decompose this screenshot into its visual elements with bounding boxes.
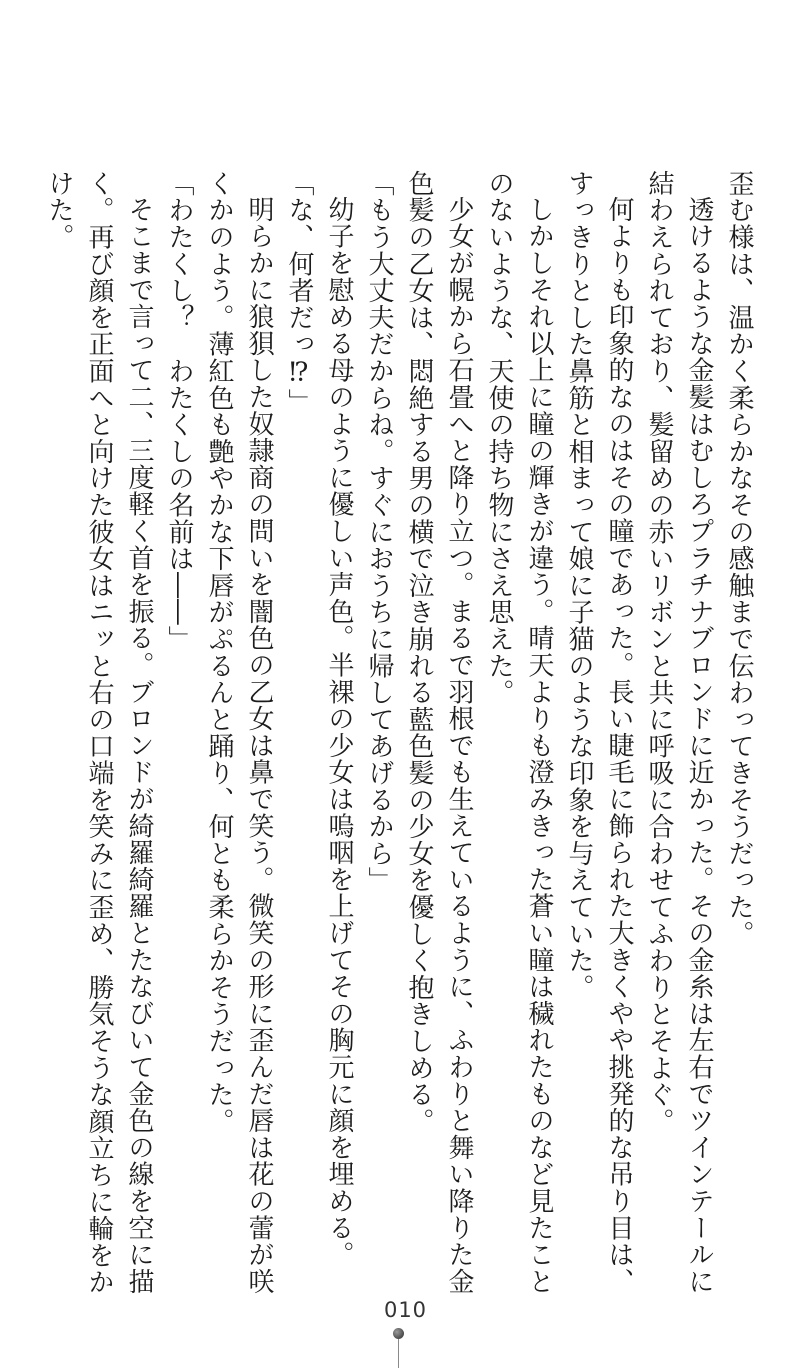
paragraph-7: 明らかに狼狽した奴隷商の問いを闇色の乙女は鼻で笑う。微笑の形に歪んだ唇は花の蕾が咲くかのよう。薄紅色も艶やかな下唇がぷるんと踊り、何とも柔らかそうだった。 [204, 170, 274, 1295]
dialogue-1: 「もう大丈夫だからね。すぐにおうちに帰してあげるから」 [364, 170, 394, 894]
top-margin [0, 0, 811, 60]
dialogue-2: 「な、何者だっ⁉」 [284, 170, 314, 416]
paragraph-8: そこまで言って二、三度軽く首を振る。ブロンドが綺羅綺羅とたなびいて金色の線を空に描く。再び顔を正面へと向けた彼女はニッと右の口端を笑みに歪め、勝気そうな顔立ちに輪をかけた。 [44, 170, 154, 1296]
paragraph-5: 少女が幌から石畳へと降り立つ。まるで羽根でも生えているように、ふわりと舞い降りた金色髪の乙女は、悶絶する男の横で泣き崩れる藍色髪の少女を優しく抱きしめる。 [404, 170, 474, 1295]
folio-dot-icon [393, 1328, 404, 1339]
dialogue-3: 「わたくし？ わたくしの名前は――」 [164, 170, 194, 653]
paragraph-4: しかしそれ以上に瞳の輝きが違う。晴天よりも澄みきった蒼い瞳は穢れたものなど見たことのないような、天使の持ち物にさえ思えた。 [484, 170, 554, 1295]
vertical-body-text [44, 170, 759, 1310]
paragraph-2: 透けるような金髪はむしろプラチナブロンドに近かった。その金糸は左右でツインテールに結わえられており、髪留めの赤いリボンと共に呼吸に合わせてふわりとそよぐ。 [644, 170, 714, 1295]
paragraph-1: 歪む様は、温かく柔らかなその感触まで伝わってきそうだった。 [724, 170, 754, 948]
paragraph-3: 何よりも印象的なのはその瞳であった。長い睫毛に飾られた大きくやや挑発的な吊り目は、すっきりとした鼻筋と相まって娘に子猫のような印象を与えていた。 [564, 170, 634, 1295]
folio-line [398, 1339, 399, 1368]
page-number: 010 [383, 1298, 428, 1322]
paragraph-6: 幼子を慰める母のように優しい声色。半裸の少女は嗚咽を上げてその胸元に顔を埋める。 [324, 196, 354, 1268]
